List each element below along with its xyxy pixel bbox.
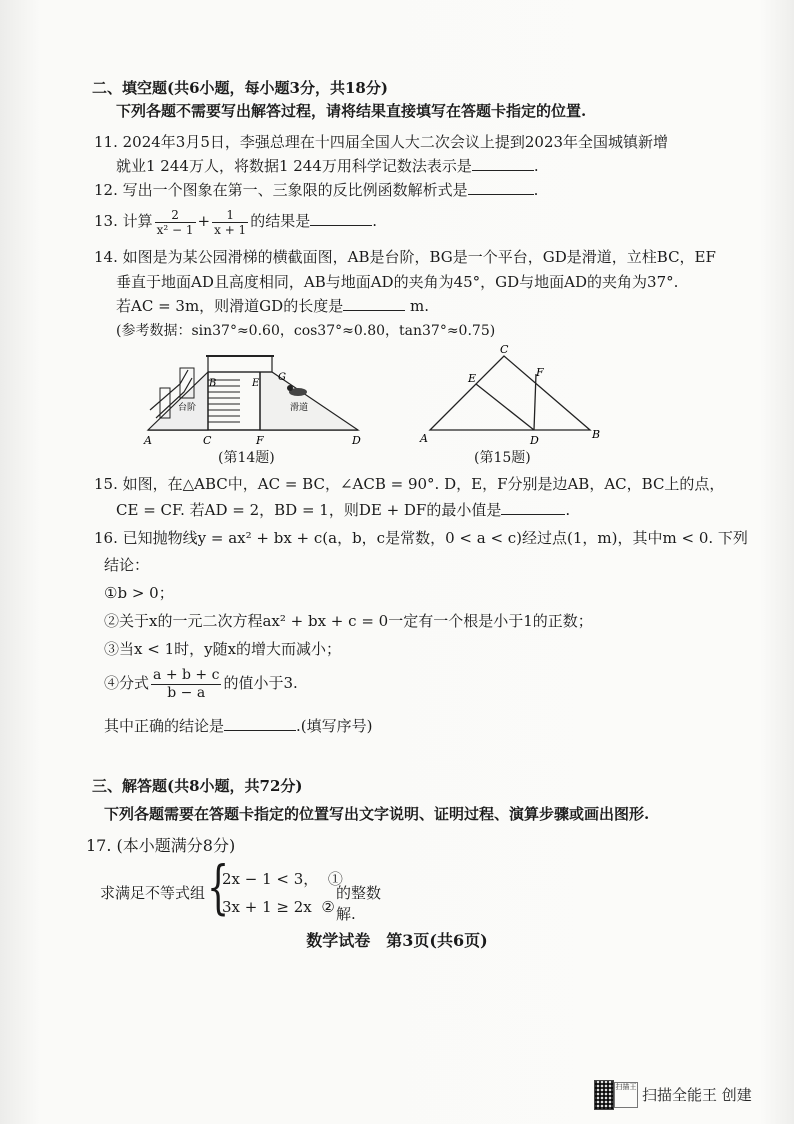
q12-end: .: [533, 181, 539, 199]
q13-fraction-2: [212, 208, 248, 237]
camscanner-logo: 扫描王: [614, 1082, 638, 1108]
q16-answer-prefix: 其中正确的结论是: [104, 717, 225, 735]
q15-answer-blank: [501, 500, 565, 515]
q17-tag1: ①: [327, 870, 343, 888]
q17-inequality-1: [222, 868, 343, 889]
q13-answer-blank: [310, 211, 372, 226]
q11-text: 就业1 244万人，将数据1 244万用科学记数法表示是: [116, 157, 472, 175]
q16-c4-fraction: [151, 667, 221, 702]
q17-inequality-system: [100, 853, 400, 924]
figure-15: [414, 340, 606, 448]
q15-line2: [116, 500, 570, 520]
fig14-label-A: A: [144, 434, 152, 447]
q17-brace: {: [207, 853, 230, 921]
q14-unit: m.: [409, 297, 429, 315]
q17-prefix: 求满足不等式组: [100, 884, 206, 902]
q17-ineq2-text: 3x + 1 ≥ 2x: [222, 898, 312, 916]
q16-line2: 结论：: [104, 556, 150, 574]
q13-f1-denominator: x² − 1: [156, 222, 194, 237]
q15-line1: 15. 如图，在△ABC中，AC = BC，∠ACB = 90°. D，E，F分别是边AB，AC，BC上的点，: [94, 475, 725, 493]
q16-line1: 16. 已知抛物线y = ax² + bx + c(a，b，c是常数，0 < a < c)经过点(1，m)，其中m < 0. 下列: [94, 529, 748, 547]
qr-code-icon: [594, 1080, 614, 1110]
q16-c4-prefix: ④分式: [104, 674, 150, 692]
q14-line3-text: 若AC = 3m，则滑道GD的长度是: [116, 297, 344, 315]
fig15-label-B: B: [592, 428, 601, 441]
q15-end: .: [565, 501, 571, 519]
q13-end: .: [372, 212, 377, 230]
q16-conclusion-3: ③当x < 1时，y随x的增大而减小；: [104, 640, 342, 658]
page-footer: 数学试卷 第3页(共6页): [306, 931, 488, 950]
scanner-watermark: [594, 1080, 784, 1110]
watermark-text: 扫描全能王 创建: [642, 1086, 752, 1104]
section2-heading: 二、填空题(共6小题，每小题3分，共18分): [92, 79, 388, 97]
q17-inequality-2: [222, 898, 335, 916]
q16-answer-line: [104, 716, 373, 736]
q11-line2: [116, 156, 539, 176]
q14-line3: [116, 296, 429, 316]
fig14-label-F: F: [256, 434, 264, 447]
q16-conclusion-1: ①b > 0；: [104, 584, 174, 602]
q12-line: [94, 180, 538, 200]
fig14-label-D: D: [352, 434, 361, 447]
fig14-label-B: B: [209, 378, 217, 389]
q12-text: 12. 写出一个图象在第一、三象限的反比例函数解析式是: [94, 181, 468, 199]
q14-line2: 垂直于地面AD且高度相同，AB与地面AD的夹角为45°，GD与地面AD的夹角为37°.: [116, 273, 679, 291]
q11-end: .: [533, 157, 539, 175]
fig14-steps-label: 台阶: [178, 403, 197, 413]
q13-f1-numerator: 2: [155, 208, 196, 223]
fig15-label-F: F: [536, 366, 544, 379]
q14-line1: 14. 如图是为某公园滑梯的横截面图，AB是台阶，BG是一个平台，GD是滑道，立柱BC，EF: [94, 248, 716, 266]
q17-ineq1-text: 2x − 1 < 3，: [222, 870, 319, 888]
q13-fraction-1: [155, 208, 196, 237]
q14-answer-blank: [343, 296, 405, 311]
q11-line1: 11. 2024年3月5日，李强总理在十四届全国人大二次会议上提到2023年全国城镇新增: [94, 133, 669, 151]
figure-15-svg: [414, 340, 606, 448]
q16-c4-suffix: 的值小于3.: [223, 674, 298, 692]
q13-line: [94, 206, 377, 237]
q15-text: CE = CF. 若AD = 2，BD = 1，则DE + DF的最小值是: [116, 501, 502, 519]
fig15-label-D: D: [530, 434, 539, 447]
q17-title: 17. (本小题满分8分): [86, 836, 236, 855]
fig15-label-C: C: [500, 343, 509, 356]
q16-answer-blank: [224, 716, 296, 731]
figure-14-caption: (第14题): [218, 450, 275, 466]
q17-tag2: ②: [321, 898, 335, 916]
q14-reference-data: (参考数据：sin37°≈0.60，cos37°≈0.80，tan37°≈0.75): [116, 323, 496, 339]
q16-conclusion-4: [104, 664, 298, 702]
q13-f2-numerator: 1: [212, 208, 248, 223]
q13-plus: +: [197, 212, 211, 230]
q13-prefix: 13. 计算: [94, 212, 153, 230]
figure-15-caption: (第15题): [474, 450, 531, 466]
fig14-label-G: G: [278, 372, 286, 383]
fig15-label-E: E: [468, 372, 477, 385]
q16-conclusion-2: ②关于x的一元二次方程ax² + bx + c = 0一定有一个根是小于1的正数；: [104, 612, 593, 630]
q13-f2-denominator: x + 1: [214, 222, 247, 237]
fig14-slide-label: 滑道: [290, 403, 309, 413]
section3-heading: 三、解答题(共8小题，共72分): [92, 777, 303, 795]
section3-instruction: 下列各题需要在答题卡指定的位置写出文字说明、证明过程、演算步骤或画出图形.: [104, 805, 650, 823]
q16-answer-suffix: .(填写序号): [296, 717, 373, 735]
q16-c4-numerator: a + b + c: [153, 666, 220, 683]
fig14-label-E: E: [252, 378, 260, 389]
fig14-label-C: C: [203, 434, 212, 447]
fig15-label-A: A: [420, 432, 428, 445]
q16-c4-denominator: b − a: [167, 684, 206, 701]
q17-suffix: 的整数解.: [336, 884, 382, 923]
section2-instruction: 下列各题不需要写出解答过程，请将结果直接填写在答题卡指定的位置.: [116, 102, 587, 120]
q12-answer-blank: [468, 180, 534, 195]
q13-suffix: 的结果是: [250, 212, 311, 230]
q11-answer-blank: [472, 156, 534, 171]
